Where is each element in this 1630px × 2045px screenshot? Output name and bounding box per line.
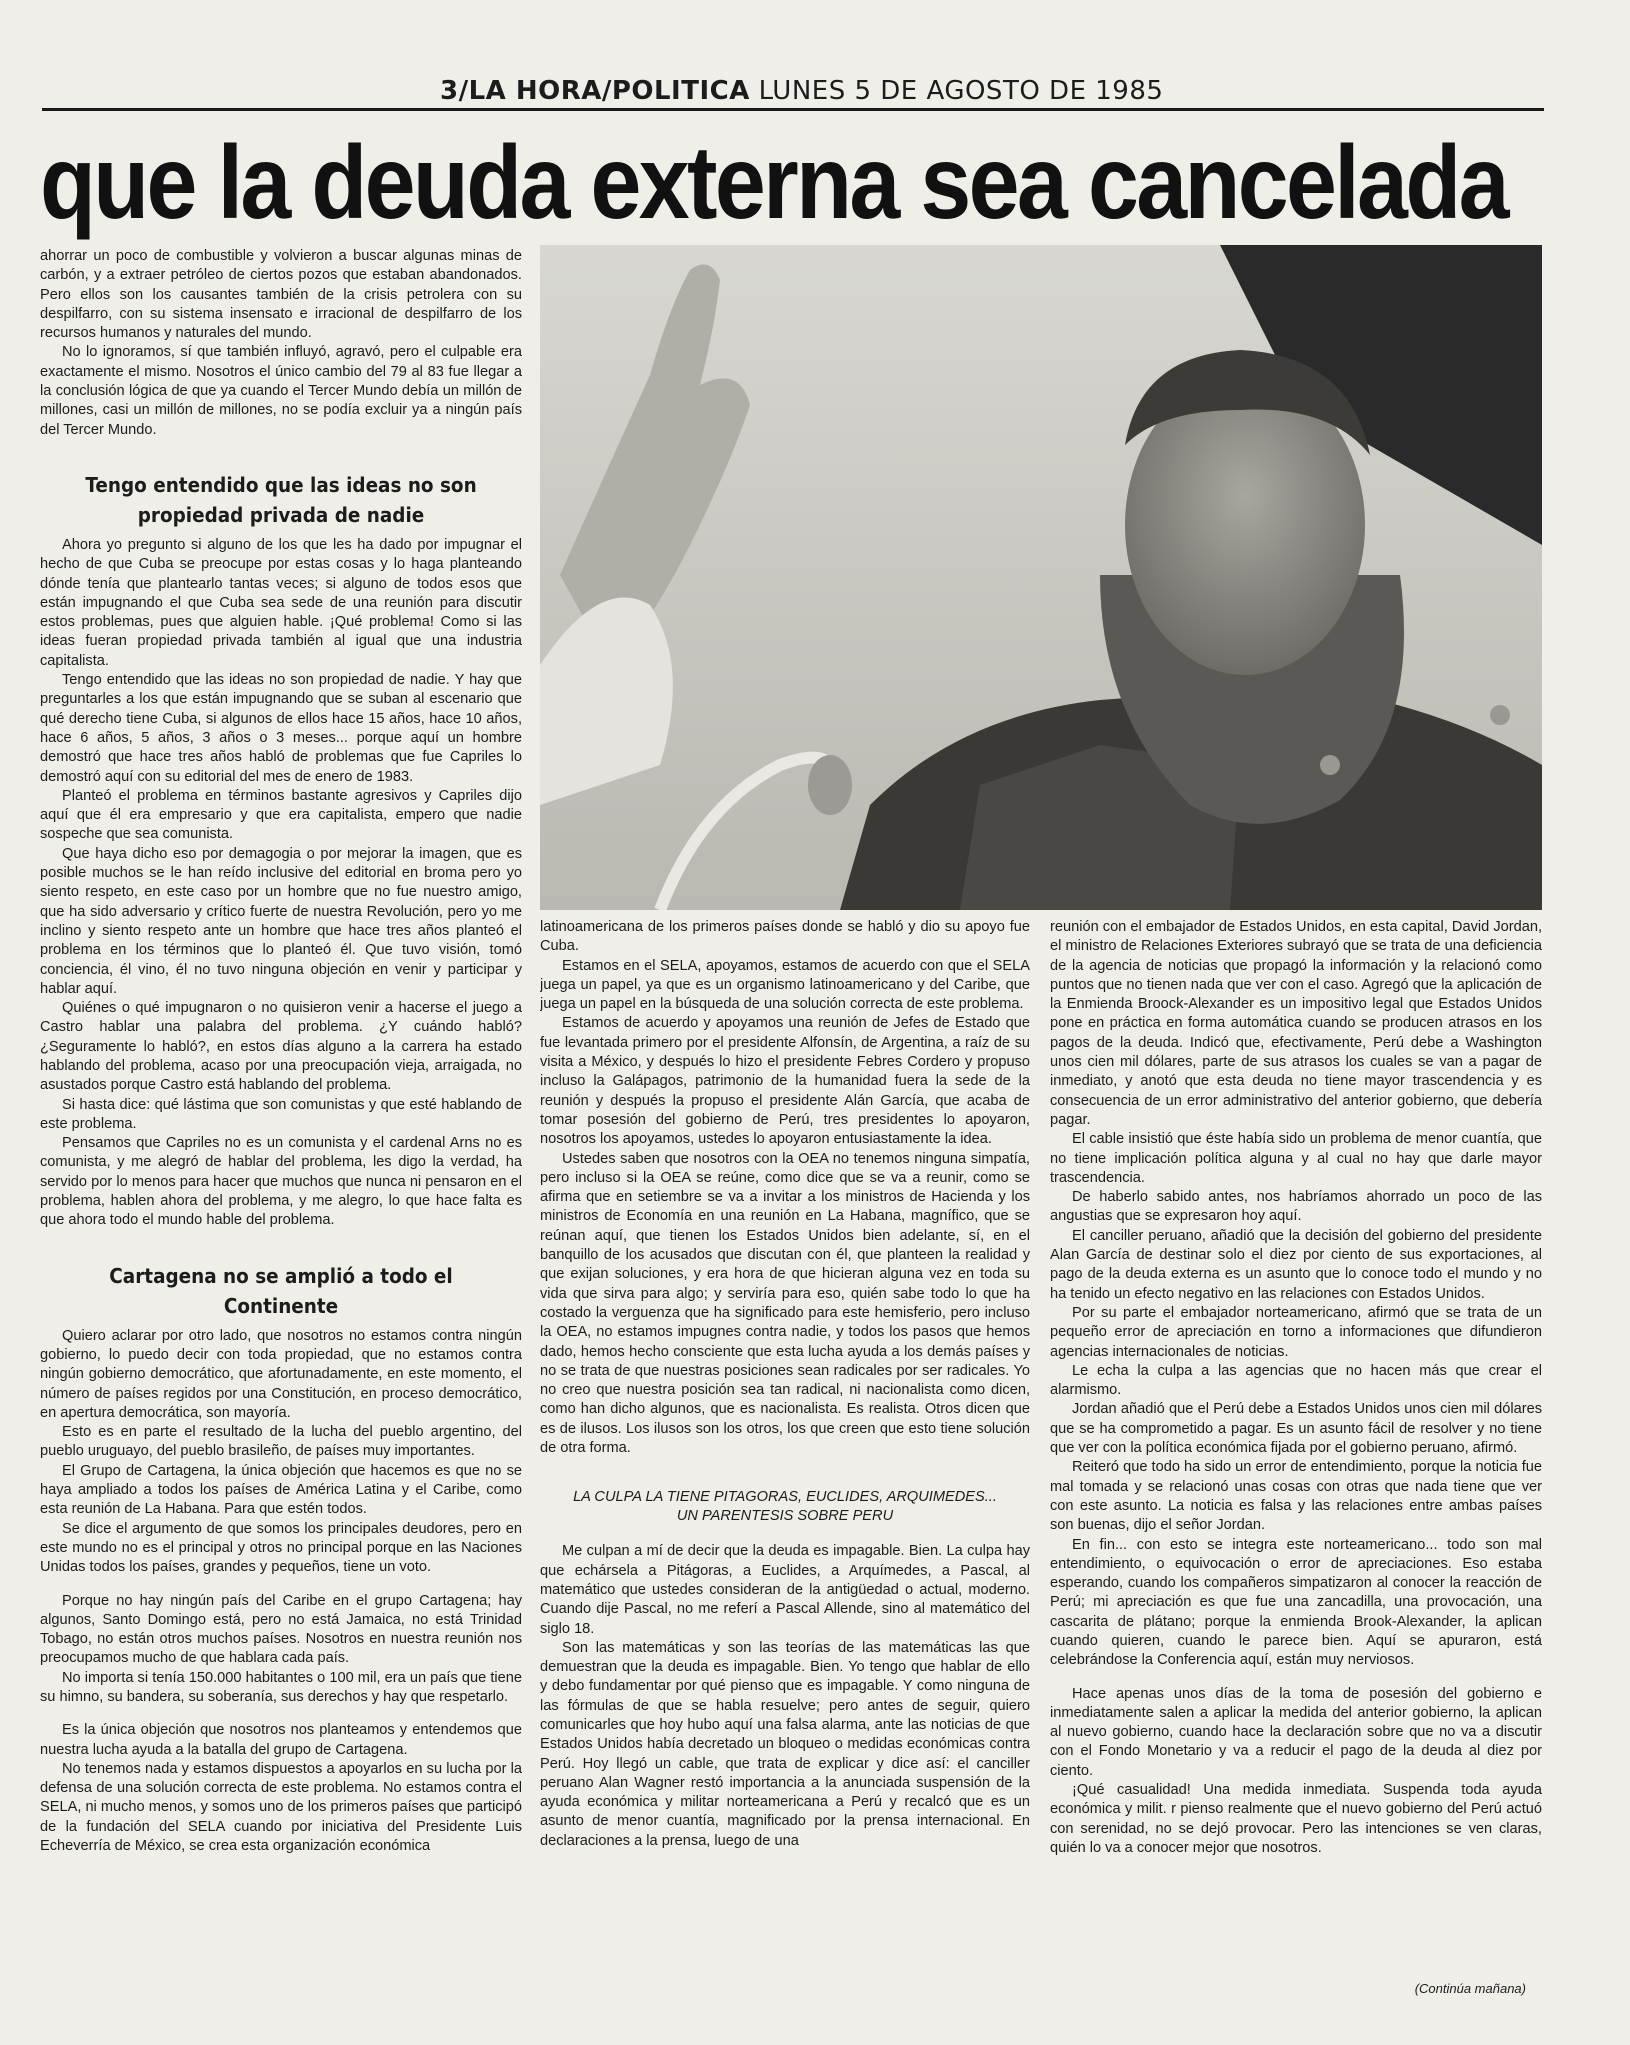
paragraph: No tenemos nada y estamos dispuestos a apoyarlos en su lucha por la defensa de una solución correcta de este problema. No estamos contra el SELA, ni mucho menos, y somos uno de los primeros países que participó de la fundación del SELA cuando por iniciativa del Presidente Luis Echeverría de México, se crea esta organización económica	[40, 1760, 522, 1855]
header-rule	[42, 108, 1544, 111]
paragraph: Le echa la culpa a las agencias que no hacen más que crear el alarmismo.	[1050, 1362, 1542, 1399]
issue-date: LUNES 5 DE AGOSTO DE 1985	[758, 76, 1164, 106]
paragraph: No lo ignoramos, sí que también influyó, agravó, pero el culpable era exactamente el mismo. Nosotros el único cambio del 79 al 83 fue llegar a la conclusión lógica de que ya cuando el Tercer Mundo debía un millón de millones, casi un millón de millones, no se podía excluir ya a ningún país del Tercer Mundo.	[40, 344, 522, 438]
paragraph: Ahora yo pregunto si alguno de los que les ha dado por impugnar el hecho de que Cuba se preocupe por estas cosas y lo haga planteando dónde tenía que plantearlo tantas veces; si alguno de todos esos que están impugnando el que Cuba sea sede de una reunión para discutir estos problemas, pues que alguien hable. ¡Qué problema! Como si las ideas fueran propiedad privada también al igual que una industria capitalista.	[40, 536, 522, 669]
paragraph: El canciller peruano, añadió que la decisión del gobierno del presidente Alan García de destinar solo el diez por ciento de sus exportaciones, al pago de la deuda externa es un asunto que lo conoce todo el mundo y no ha tenido un efecto negativo en las relaciones con Estados Unidos.	[1050, 1227, 1542, 1302]
paragraph: Por su parte el embajador norteamericano, afirmó que se trata de un pequeño error de apreciación en torno a informaciones que difundieron agencias internacionales de noticias.	[1050, 1304, 1542, 1360]
paragraph: Es la única objeción que nosotros nos planteamos y entendemos que nuestra lucha ayuda a la batalla del grupo de Cartagena.	[40, 1722, 522, 1758]
column-2	[540, 918, 1030, 1968]
paragraph: Quiero aclarar por otro lado, que nosotros no estamos contra ningún gobierno, lo puedo decir con toda propiedad, que no estamos contra ningún gobierno democrático, que afortunadamente, en este momento, el número de países regidos por una Constitución, en proceso democrático, en apertura democrática, son mayoría.	[40, 1327, 522, 1421]
paragraph: ¡Qué casualidad! Una medida inmediata. Suspenda toda ayuda económica y milit. r pienso realmente que el nuevo gobierno del Perú actuó con serenidad, no se dejó provocar. Pero las intenciones se ven claras, quién lo va a conocer mejor que nosotros.	[1050, 1782, 1542, 1856]
paragraph: Tengo entendido que las ideas no son propiedad de nadie. Y hay que preguntarles a los que están impugnando que se suban al escenario que qué derecho tiene Cuba, si algunos de ellos hace 15 años, hace 10 años, hace 6 años, 5 años, 3 años o 3 meses... porque aquí un hombre demostró que hace tres años habló de problemas que fue Capriles lo demostró aquí con su editorial del mes de enero de 1983.	[40, 672, 522, 785]
column-1	[40, 247, 522, 2012]
portrait-photo	[540, 245, 1542, 910]
section-heading: Tengo entendido que las ideas no son propiedad privada de nadie	[85, 472, 477, 527]
section-heading: Cartagena no se amplió a todo el Continente	[109, 1263, 453, 1318]
paragraph: Si hasta dice: qué lástima que son comunistas y que esté hablando de este problema.	[40, 1096, 522, 1132]
page-header	[440, 76, 1164, 110]
continued-note: (Continúa mañana)	[1414, 1981, 1526, 1996]
paragraph: latinoamericana de los primeros países donde se habló y dio su apoyo fue Cuba.	[540, 919, 1030, 955]
paragraph: Que haya dicho eso por demagogia o por mejorar la imagen, que es posible muchos se le han reído inclusive del editorial en broma pero yo siento respeto, en este caso por un hombre que no fue nuestro amigo, que ha sido adversario y crítico fuerte de nuestra Revolución, pero yo me inclino y siento respeto ante un hombre que hace tres años planteó el problema en los términos que lo planteó él. Que tuvo visión, tomó conciencia, él vino, él no tuvo ninguna objeción en venir y participar y hablar aquí.	[40, 845, 522, 997]
paragraph: Estamos de acuerdo y apoyamos una reunión de Jefes de Estado que fue levantada primero por el presidente Alfonsín, de Argentina, a raíz de su visita a México, y después lo hizo el presidente Febres Cordero y propuso incluso la Galápagos, patrimonio de la humanidad fuera la sede de la reunión y después la propuso el presidente Alán García, que acaba de tomar posesión del gobierno de Perú, tres presidentes lo apoyaron, nosotros los apoyamos, ustedes lo apoyaron entusiastamente la idea.	[540, 1015, 1030, 1148]
paragraph: Porque no hay ningún país del Caribe en el grupo Cartagena; hay algunos, Santo Domingo está, pero no está Jamaica, no está Trinidad Tobago, no están otros muchos países. Nosotros en nuestra reunión nos preocupamos mucho de que hablara cada país.	[40, 1592, 522, 1667]
paragraph: Pensamos que Capriles no es un comunista y el cardenal Arns no es comunista, y me alegró de hablar del problema, les digo la verdad, ha servido por lo menos para hacer que muchos que nunca ni pensaron en el problema, hablen ahora del problema, y me alegro, lo que hace falta es que ahora todo el mundo hable del problema.	[40, 1135, 522, 1229]
aside-line: UN PARENTESIS SOBRE PERU	[676, 1508, 894, 1525]
paragraph: Se dice el argumento de que somos los principales deudores, pero en este mundo no es el principal y otros no principal porque en las Naciones Unidas todos los países, grandes y pequeños, tiene un voto.	[40, 1520, 522, 1576]
paragraph: Estamos en el SELA, apoyamos, estamos de acuerdo con que el SELA juega un papel, ya que es un organismo latinoamericano y del Caribe, que juega un papel en la búsqueda de una solución correcta de este problema.	[540, 957, 1030, 1013]
paragraph: Esto es en parte el resultado de la lucha del pueblo argentino, del pueblo uruguayo, del pueblo brasileño, de países muy importantes.	[40, 1424, 522, 1460]
column-3	[1050, 918, 1542, 1968]
portrait-photo-icon	[540, 245, 1542, 910]
paragraph: Reiteró que todo ha sido un error de entendimiento, porque la noticia fue mal tomada y se relacionó unas cosas con otras que nada tiene que ver con este asunto. La noticia es falsa y las relaciones entre ambas países son buenas, dijo el señor Jordan.	[1050, 1459, 1542, 1534]
paragraph: Quiénes o qué impugnaron o no quisieron venir a hacerse el juego a Castro hablar una palabra del problema. ¿Y cuándo habló? ¿Seguramente lo habló?, en estos días alguno a la carrera ha estado hablando del problema, acaso por una preocupación vieja, arraigada, no asustados porque Castro está hablando del problema.	[40, 1000, 522, 1094]
aside-line: LA CULPA LA TIENE PITAGORAS, EUCLIDES, ARQUIMEDES...	[573, 1489, 997, 1506]
paragraph: El cable insistió que éste había sido un problema de menor cuantía, que no tiene implicación política alguna y al cual no hay que darle mayor trascendencia.	[1050, 1131, 1542, 1186]
paragraph: Me culpan a mí de decir que la deuda es impagable. Bien. La culpa hay que echársela a Pitágoras, a Euclides, a Arquímedes, a Pascal, al matemático que ustedes consideran de la antigüedad o actual, moderno. Cuando dije Pascal, no me referí a Pascal Allende, sino al matemático del siglo 18.	[540, 1543, 1030, 1637]
paragraph: En fin... con esto se integra este norteamericano... todo son mal entendimiento, o equivocación o error de apreciaciones. Eso estaba esperando, cuando los compañeros simpatizaron al conocer la reacción de Perú; mi apreciación es que fue una zancadilla, una provocación, una cascarita de plátano; porque la enmienda Brook-Alexander, la aplican cuando quieren, cuando le parece bien. Aquí se apuraron, está celebrándose la Conferencia aquí, están muy nerviosos.	[1050, 1536, 1542, 1669]
paragraph: No importa si tenía 150.000 habitantes o 100 mil, era un país que tiene su himno, su bandera, su soberanía, sus derechos y hay que respetarlo.	[40, 1669, 522, 1705]
paragraph: Planteó el problema en términos bastante agresivos y Capriles dijo aquí que él era empresario y que era capitalista, empero que nadie sospeche que sea comunista.	[40, 787, 522, 843]
paragraph: El Grupo de Cartagena, la única objeción que hacemos es que no se haya ampliado a todos los países de América Latina y el Caribe, como esta reunión de La Habana. Para que estén todos.	[40, 1462, 522, 1518]
paragraph: Son las matemáticas y son las teorías de las matemáticas las que demuestran que la deuda es impagable. Bien. Yo tengo que hablar de ello y debo fundamentar por qué pienso que es impagable. Y como ninguna de las fórmulas de que se habla resuelve; pero antes de seguir, quiero comunicarles que hoy hubo aquí una falsa alarma, ante las noticias de que Estados Unidos había decretado un bloqueo o medidas económicas contra Perú. Hoy llegó un cable, que trata de explicar y dice así: el canciller peruano Alan Wagner restó importancia a la anunciada suspensión de la ayuda económica y militar norteamericana a Perú y recalcó que es un asunto de menor cuantía, magnificado por la prensa internacional. En declaraciones a la prensa, luego de una	[540, 1639, 1030, 1849]
publication-name: 3/LA HORA/POLITICA	[440, 76, 750, 106]
paragraph: De haberlo sabido antes, nos habríamos ahorrado un poco de las angustias que se expresaron hoy aquí.	[1050, 1189, 1542, 1225]
paragraph: Ustedes saben que nosotros con la OEA no tenemos ninguna simpatía, pero incluso si la OEA se reúne, como dice que se va a reunir, como se afirma que en setiembre se va a invitar a los ministros de Hacienda y los ministros de Economía en una reunión en La Habana, magnífico, que se reúnan aquí, que tienen los Estados Unidos bien adelante, sí, en el banquillo de los acusados que discutan con él, que planteen la realidad y que exijan soluciones, y era hora de que hicieran alguna vez en toda su vida que sirva para algo; y serviría para eso, quién sabe todo lo que ha costado la verguenza que ha significado para este hemisferio, pero incluso la OEA, no estamos impugnes contra nadie, y todos los pasos que hemos dado, hemos hecho consciente que esta lucha ayuda a los demás países y no se trata de que nuestras posiciones sean radicales por ser radicales. Yo no creo que nuestra posición sea tan radical, ni nacionalista como dicen, como han dicho algunos, que es nacionalista. Es realista. Otros dicen que es de ilusos. Los ilusos son los otros, los que creen que esto tiene solución de otra forma.	[540, 1150, 1030, 1457]
paragraph: Hace apenas unos días de la toma de posesión del gobierno e inmediatamente salen a aplicar la medida del anterior gobierno, la aplican al nuevo gobierno, cuando hace la declaración sobre que no va a discutir con el Fondo Monetario y va a reducir el pago de la deuda al diez por ciento.	[1050, 1685, 1542, 1779]
paragraph: ahorrar un poco de combustible y volvieron a buscar algunas minas de carbón, y a extraer petróleo de ciertos pozos que estaban abandonados. Pero ellos son los causantes también de la crisis petrolera con su despilfarro, con su sistema insensato e irracional de despilfarro de los recursos humanos y naturales del mundo.	[40, 248, 522, 342]
headline: que la deuda externa sea cancelada	[40, 125, 1507, 241]
section-aside	[540, 1488, 1030, 1526]
paragraph: reunión con el embajador de Estados Unidos, en esta capital, David Jordan, el ministro de Relaciones Exteriores subrayó que se trata de una deficiencia de la agencia de noticias que propagó la información y la relacionó como puntos que no tienen nada que ver con el caso. Agregó que la aplicación de la Enmienda Broock-Alexander es un impositivo legal que Estados Unidos pone en práctica en forma automática cuando se producen atrasos en los pagos de la deuda. Indicó que, efectivamente, Perú debe a Washington unos cien mil dólares, parte de sus atrasos los cuales se van a pagar de inmediato, y anotó que esta deuda no tiene mayor trascendencia y es consecuencia de un error administrativo del anterior gobierno, que debería pagar.	[1050, 919, 1542, 1128]
paragraph: Jordan añadió que el Perú debe a Estados Unidos unos cien mil dólares que se ha comprometido a pagar. Es un asunto fácil de resolver y no tiene que ver con la política económica fijada por el gobierno peruano, afirmó.	[1050, 1401, 1542, 1457]
